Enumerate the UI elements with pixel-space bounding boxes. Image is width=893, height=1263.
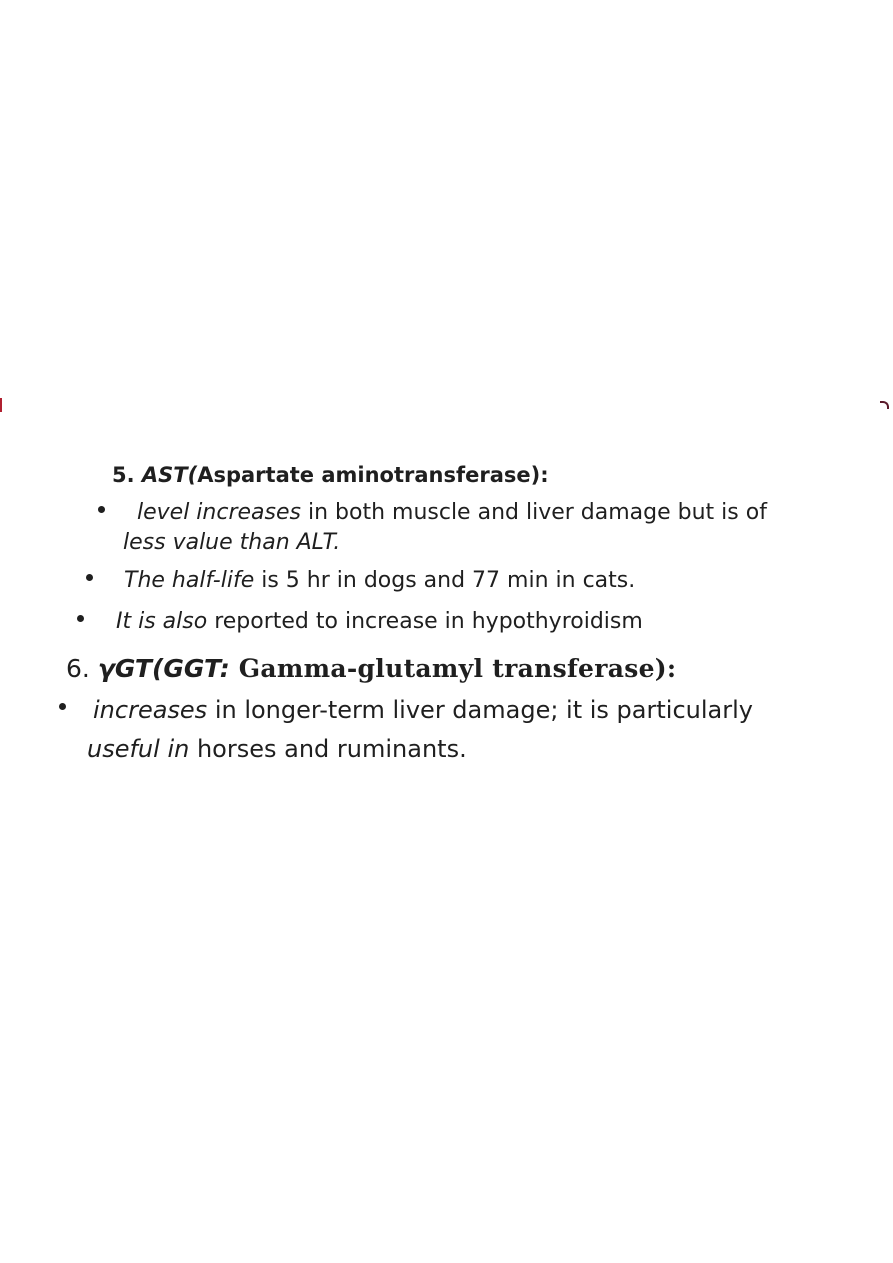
section-5-number: 5. <box>112 463 135 487</box>
bullet-text: in both muscle and liver damage but is of <box>300 500 767 525</box>
section-5-bullet-1-line-1 <box>137 502 767 524</box>
bullet-text-italic: It is also <box>116 609 208 634</box>
bullet-dot <box>59 703 66 710</box>
section-6-bullet-1-line-2 <box>87 737 467 761</box>
bullet-dot <box>86 574 93 581</box>
scan-edge-mark-right <box>880 401 889 409</box>
section-6-heading <box>66 656 676 681</box>
section-5-name: Aspartate aminotransferase): <box>197 463 549 487</box>
section-6-abbreviation: γGT(GGT: <box>97 654 230 683</box>
bullet-text-italic: useful in <box>87 735 190 763</box>
bullet-text: is 5 hr in dogs and 77 min in cats. <box>254 568 636 593</box>
section-6-bullet-1-line-1 <box>93 698 753 722</box>
bullet-dot <box>98 506 105 513</box>
section-5-bullet-3 <box>116 611 643 633</box>
bullet-text-italic: increases <box>93 696 208 724</box>
bullet-text: in longer-term liver damage; it is particularly <box>207 696 753 724</box>
section-5-heading <box>112 465 549 486</box>
bullet-text: horses and ruminants. <box>189 735 467 763</box>
section-5-abbreviation: AST( <box>141 463 198 487</box>
bullet-dot <box>77 615 84 622</box>
section-5-bullet-2 <box>124 570 635 592</box>
scan-edge-mark-left <box>0 398 2 412</box>
bullet-text-italic: The half-life <box>124 568 255 593</box>
bullet-text-italic: level increases <box>137 500 301 525</box>
section-5-bullet-1-line-2: less value than ALT. <box>123 530 341 555</box>
bullet-text: reported to increase in hypothyroidism <box>207 609 643 634</box>
section-6-name: Gamma-glutamyl transferase): <box>229 654 677 683</box>
section-6-number: 6. <box>66 654 90 683</box>
